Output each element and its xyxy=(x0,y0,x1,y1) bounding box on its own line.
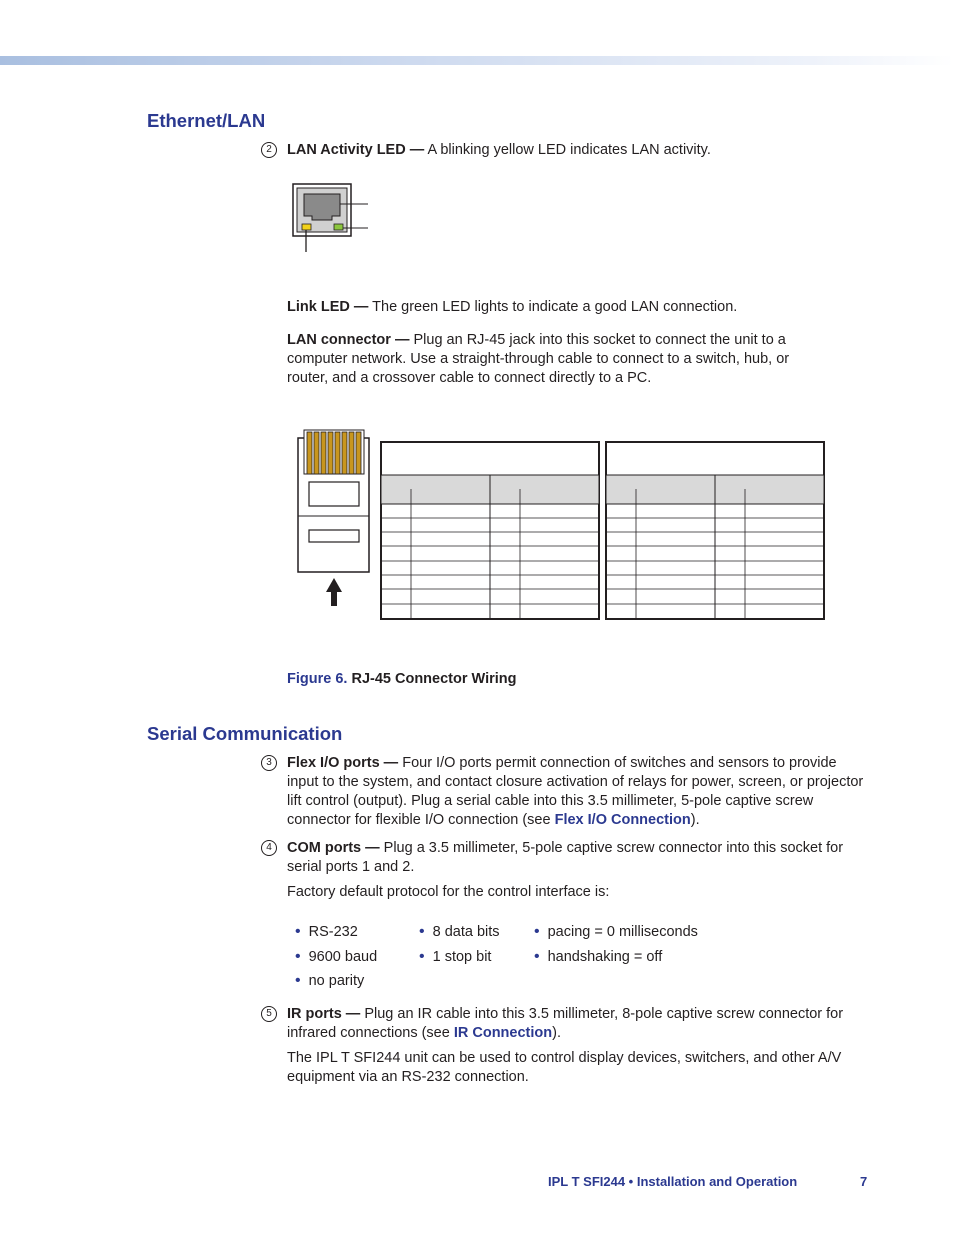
list-item: • RS-232 xyxy=(295,920,377,945)
link-led-text: The green LED lights to indicate a good LAN connection. xyxy=(368,299,738,315)
wiring-table-crossover xyxy=(605,441,827,621)
lan-activity-title: LAN Activity LED — xyxy=(287,142,425,158)
wiring-table-straight xyxy=(380,441,602,621)
lan-connector-paragraph xyxy=(287,331,827,388)
list-item: • pacing = 0 milliseconds xyxy=(534,920,698,945)
callout-number-2: 2 xyxy=(261,142,277,158)
callout-number-4: 4 xyxy=(261,840,277,856)
list-item: • no parity xyxy=(295,969,377,994)
callout-number-3: 3 xyxy=(261,755,277,771)
com-ports-title: COM ports — xyxy=(287,840,380,856)
com-ports-text: Plug a 3.5 millimeter, 5-pole captive screw connector into this socket for serial ports 1 and 2. xyxy=(287,840,844,875)
link-led-title: Link LED — xyxy=(287,299,369,315)
ir-ports-end: ). xyxy=(552,1025,561,1041)
protocol-intro: Factory default protocol for the control interface is: xyxy=(287,884,610,900)
lan-connector-text: Plug an RJ-45 jack into this socket to connect the unit to a computer network. Use a straight-through cable to connect to a switch, hub, or router, and a crossover cable to connect directly to a PC. xyxy=(287,332,790,386)
figure-caption xyxy=(287,671,517,687)
arrow-up-icon xyxy=(326,578,342,606)
bullet-list-col1 xyxy=(295,920,377,994)
lan-port-diagram xyxy=(290,182,380,254)
lan-connector-title: LAN connector — xyxy=(287,332,410,348)
flex-io-text: Four I/O ports permit connection of switches and sensors to provide input to the system, and contact closure activation of relays for power, screen, or projector lift control (output). Plug a serial cable into this 3.5 millimeter, 5-pole captive screw connector for flexible I/O connection (see xyxy=(287,755,864,828)
flex-io-end: ). xyxy=(690,812,700,828)
ir-connection-link[interactable]: IR Connection xyxy=(453,1025,553,1041)
heading-serial-communication: Serial Communication xyxy=(147,723,343,744)
ir-ports-title: IR ports — xyxy=(287,1006,361,1022)
flex-io-connection-link[interactable]: Flex I/O Connection xyxy=(554,812,691,828)
list-item: • 1 stop bit xyxy=(419,945,500,970)
rj45-plug-diagram xyxy=(296,428,374,610)
bullet-list-col3 xyxy=(534,920,698,969)
list-item: • 8 data bits xyxy=(419,920,500,945)
callout-number-5: 5 xyxy=(261,1006,277,1022)
ir-ports-paragraph xyxy=(287,1005,852,1043)
closing-paragraph: The IPL T SFI244 unit can be used to control display devices, switchers, and other A/V equipment via an RS-232 connection. xyxy=(287,1050,842,1085)
link-led-paragraph xyxy=(287,298,867,317)
footer-document-title: IPL T SFI244 • Installation and Operation xyxy=(548,1174,798,1189)
flex-io-paragraph xyxy=(287,754,867,830)
header-gradient-bar xyxy=(0,56,954,65)
com-ports-paragraph xyxy=(287,839,852,877)
heading-ethernet-lan: Ethernet/LAN xyxy=(147,110,266,131)
list-item: • handshaking = off xyxy=(534,945,698,970)
bullet-list-col2 xyxy=(419,920,500,969)
figure-title: RJ-45 Connector Wiring xyxy=(347,671,517,687)
lan-activity-paragraph xyxy=(287,141,867,160)
link-led xyxy=(334,224,343,230)
ir-ports-text: Plug an IR cable into this 3.5 millimeter, 8-pole captive screw connector for infrared connections (see xyxy=(287,1006,844,1041)
list-item: • 9600 baud xyxy=(295,945,377,970)
activity-led xyxy=(302,224,311,230)
footer-page-number: 7 xyxy=(860,1174,868,1189)
lan-activity-text: A blinking yellow LED indicates LAN activity. xyxy=(424,142,711,158)
figure-label: Figure 6. xyxy=(287,671,348,687)
flex-io-title: Flex I/O ports — xyxy=(287,755,399,771)
